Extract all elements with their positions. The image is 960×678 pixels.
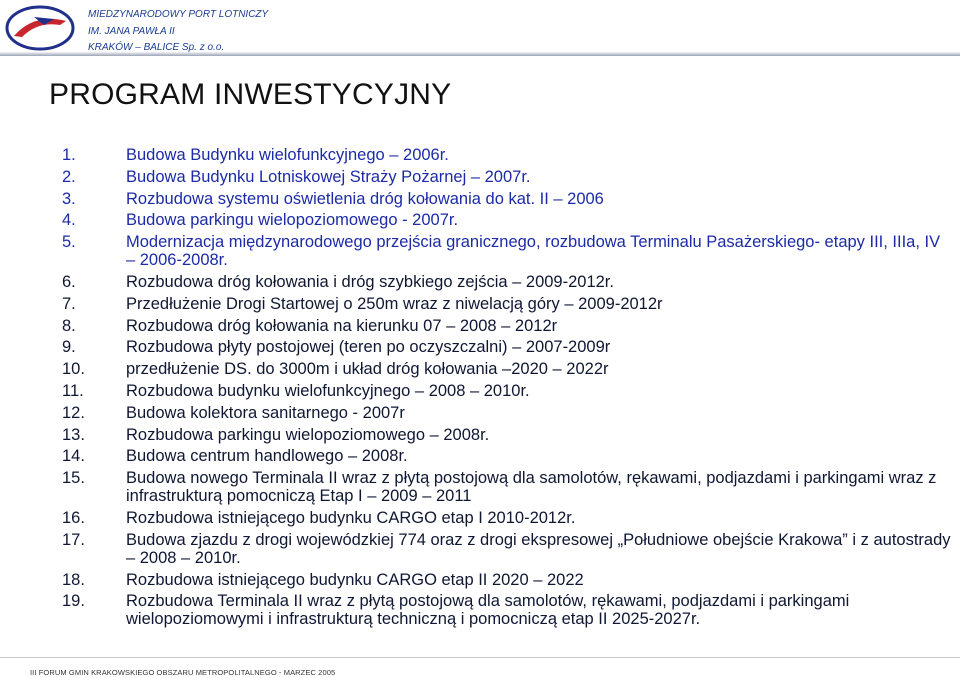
item-text: Rozbudowa istniejącego budynku CARGO etap I 2010-2012r. bbox=[126, 508, 576, 527]
item-number: 19. bbox=[62, 592, 85, 611]
investment-list bbox=[62, 146, 952, 632]
item-text: Rozbudowa systemu oświetlenia dróg kołowania do kat. II – 2006 bbox=[126, 189, 604, 208]
item-number: 8. bbox=[62, 316, 76, 335]
header-bar bbox=[0, 0, 960, 56]
item-text: Rozbudowa Terminala II wraz z płytą postojową dla samolotów, rękawami, podjazdami i parkingami wielopoziomowymi i infrastrukturą techniczną i pomocniczą etap II 2025-2027r. bbox=[126, 592, 850, 629]
item-number: 1. bbox=[62, 146, 76, 164]
item-text: Rozbudowa budynku wielofunkcyjnego – 2008 – 2010r. bbox=[126, 381, 530, 400]
item-number: 10. bbox=[62, 360, 85, 379]
item-number: 9. bbox=[62, 338, 76, 357]
company-name bbox=[88, 7, 298, 57]
list-item bbox=[62, 404, 952, 422]
item-number: 2. bbox=[62, 167, 76, 186]
item-number: 18. bbox=[62, 570, 85, 589]
company-line-2: IM. JANA PAWŁA II bbox=[88, 25, 175, 37]
list-item bbox=[62, 360, 952, 378]
footer-divider bbox=[0, 657, 960, 658]
list-item bbox=[62, 317, 952, 335]
item-text: Rozbudowa istniejącego budynku CARGO etap II 2020 – 2022 bbox=[126, 570, 584, 589]
item-number: 16. bbox=[62, 508, 85, 527]
item-number: 13. bbox=[62, 425, 85, 444]
item-text: Budowa Budynku Lotniskowej Straży Pożarnej – 2007r. bbox=[126, 167, 531, 186]
item-number: 11. bbox=[62, 381, 84, 400]
list-item bbox=[62, 592, 952, 628]
list-item bbox=[62, 509, 952, 527]
list-item bbox=[62, 146, 952, 164]
list-item bbox=[62, 168, 952, 186]
item-text: Budowa kolektora sanitarnego - 2007r bbox=[126, 403, 405, 422]
list-item bbox=[62, 295, 952, 313]
item-text: Rozbudowa płyty postojowej (teren po oczyszczalni) – 2007-2009r bbox=[126, 338, 611, 357]
item-number: 4. bbox=[62, 211, 76, 230]
item-number: 14. bbox=[62, 447, 85, 466]
list-item bbox=[62, 211, 952, 229]
list-item bbox=[62, 469, 952, 505]
page-title: PROGRAM INWESTYCYJNY bbox=[49, 78, 452, 111]
item-number: 6. bbox=[62, 272, 76, 291]
item-number: 7. bbox=[62, 294, 76, 313]
list-item bbox=[62, 426, 952, 444]
list-item bbox=[62, 382, 952, 400]
item-number: 12. bbox=[62, 403, 85, 422]
item-text: Budowa zjazdu z drogi wojewódzkiej 774 oraz z drogi ekspresowej „Południowe obejście Krakowa” i z autostrady – 2008 – 2010r. bbox=[126, 530, 951, 567]
item-text: Budowa nowego Terminala II wraz z płytą postojową dla samolotów, rękawami, podjazdami i parkingami wraz z infrastrukturą pomocniczą Etap I – 2009 – 2011 bbox=[126, 469, 937, 506]
list-item bbox=[62, 531, 952, 567]
company-line-3: KRAKÓW – BALICE Sp. z o.o. bbox=[88, 42, 225, 53]
list-item bbox=[62, 571, 952, 589]
company-line-1: MIEDZYNARODOWY PORT LOTNICZY bbox=[88, 9, 269, 20]
item-text: Budowa centrum handlowego – 2008r. bbox=[126, 447, 408, 466]
item-text: Budowa parkingu wielopoziomowego - 2007r. bbox=[126, 211, 459, 230]
list-item bbox=[62, 233, 952, 269]
item-number: 3. bbox=[62, 189, 76, 208]
list-item bbox=[62, 273, 952, 291]
item-number: 15. bbox=[62, 469, 85, 488]
item-text: przedłużenie DS. do 3000m i układ dróg kołowania –2020 – 2022r bbox=[126, 360, 609, 379]
item-text: Modernizacja międzynarodowego przejścia granicznego, rozbudowa Terminalu Pasażerskiego- etapy III, IIIa, IV – 2006-2008r. bbox=[126, 233, 941, 270]
item-number: 5. bbox=[62, 233, 76, 252]
airport-logo-icon bbox=[4, 3, 76, 53]
item-text: Rozbudowa parkingu wielopoziomowego – 2008r. bbox=[126, 425, 490, 444]
footer-text: III FORUM GMIN KRAKOWSKIEGO OBSZARU METROPOLITALNEGO - MARZEC 2005 bbox=[30, 668, 336, 677]
item-text: Rozbudowa dróg kołowania i dróg szybkiego zejścia – 2009-2012r. bbox=[126, 272, 614, 291]
list-item bbox=[62, 447, 952, 465]
item-text: Budowa Budynku wielofunkcyjnego – 2006r. bbox=[126, 146, 449, 164]
item-text: Rozbudowa dróg kołowania na kierunku 07 – 2008 – 2012r bbox=[126, 316, 558, 335]
item-text: Przedłużenie Drogi Startowej o 250m wraz z niwelacją góry – 2009-2012r bbox=[126, 294, 663, 313]
list-item bbox=[62, 338, 952, 356]
list-item bbox=[62, 190, 952, 208]
item-number: 17. bbox=[62, 530, 85, 549]
